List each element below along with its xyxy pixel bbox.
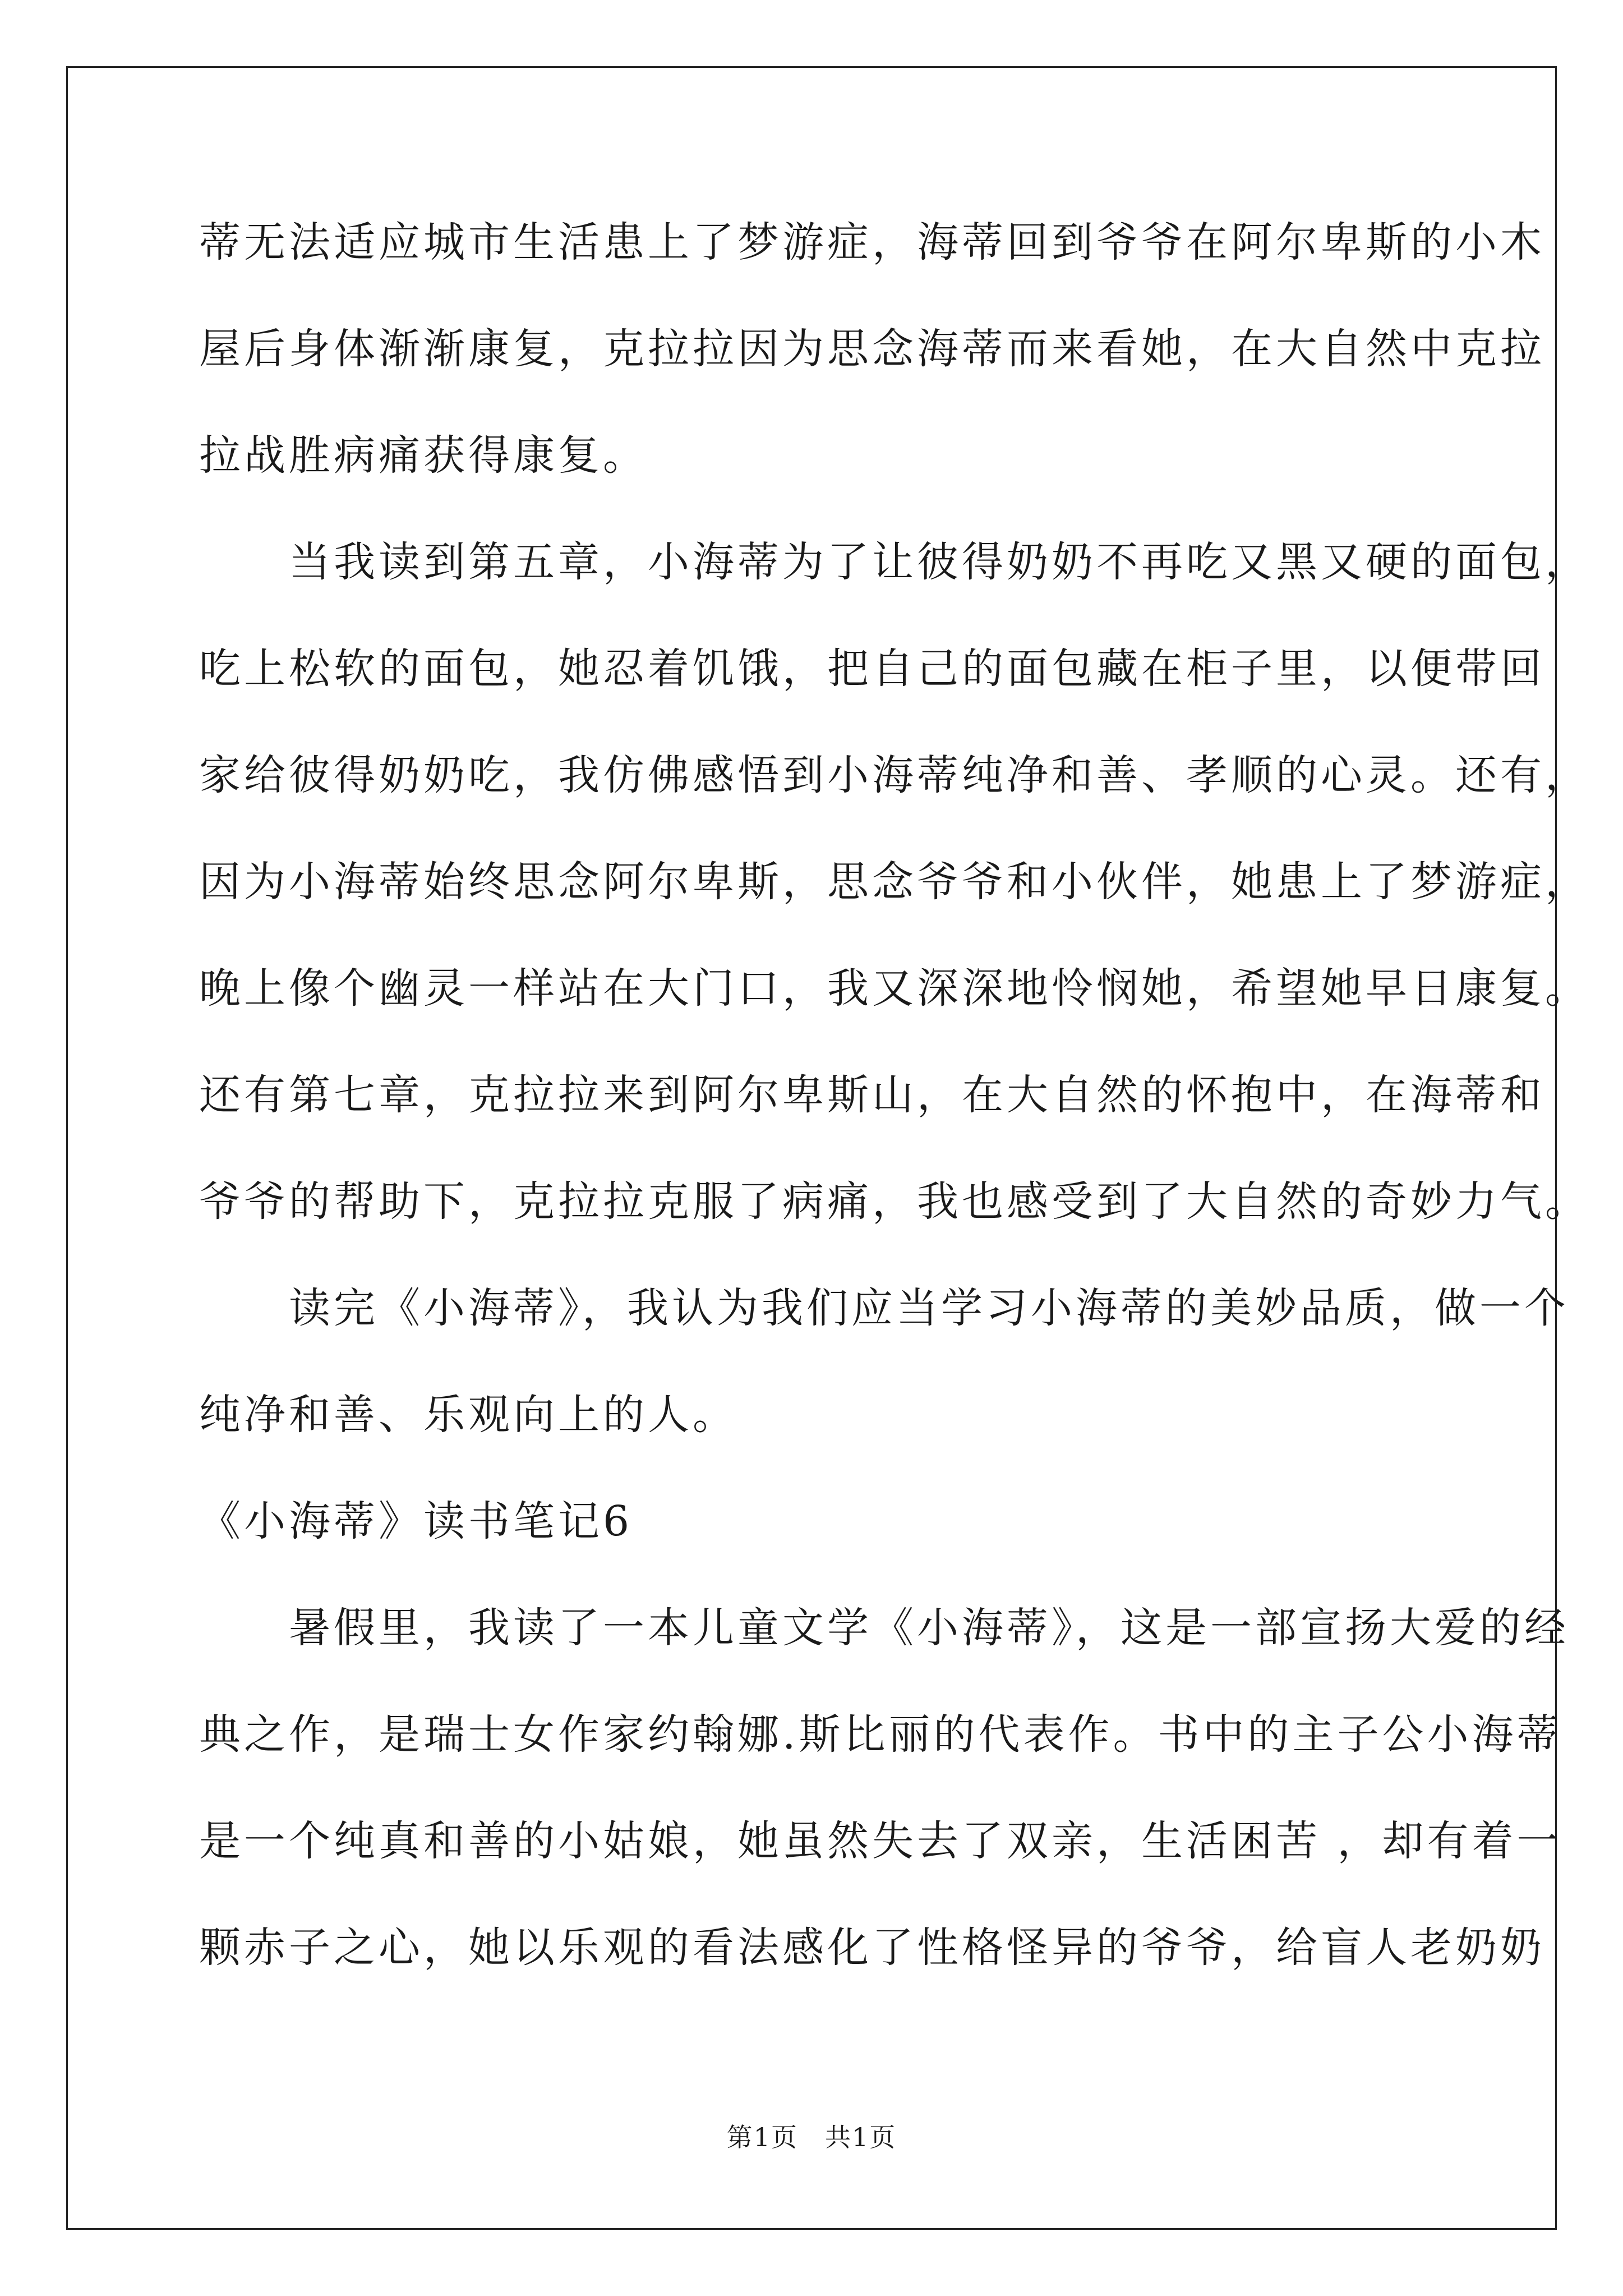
text-line: 蒂无法适应城市生活患上了梦游症，海蒂回到爷爷在阿尔卑斯的小木 (199, 218, 1545, 266)
text-line: 家给彼得奶奶吃，我仿佛感悟到小海蒂纯净和善、孝顺的心灵。还有， (199, 751, 1590, 799)
paragraph-line: 暑假里，我读了一本儿童文学《小海蒂》，这是一部宣扬大爱的经 (199, 1604, 1569, 1652)
text-line: 因为小海蒂始终思念阿尔卑斯，思念爷爷和小伙伴，她患上了梦游症， (199, 858, 1590, 906)
text-line: 拉战胜病痛获得康复。 (199, 431, 648, 480)
text-line: 典之作，是瑞士女作家约翰娜.斯比丽的代表作。书中的主子公小海蒂 (199, 1710, 1562, 1759)
text-line: 颗赤子之心，她以乐观的看法感化了性格怪异的爷爷，给盲人老奶奶 (199, 1924, 1545, 1972)
page-footer: 第1页 共1页 (726, 2122, 897, 2152)
text-line: 纯净和善、乐观向上的人。 (199, 1391, 737, 1439)
text-line: 吃上松软的面包，她忍着饥饿，把自己的面包藏在柜子里，以便带回 (199, 645, 1545, 693)
text-line: 晚上像个幽灵一样站在大门口，我又深深地怜悯她，希望她早日康复。 (199, 964, 1590, 1013)
section-heading: 《小海蒂》读书笔记6 (199, 1497, 633, 1545)
text-line: 爷爷的帮助下，克拉拉克服了病痛，我也感受到了大自然的奇妙力气。 (199, 1177, 1590, 1226)
paragraph-line: 读完《小海蒂》，我认为我们应当学习小海蒂的美妙品质，做一个 (199, 1284, 1569, 1332)
text-line: 还有第七章，克拉拉来到阿尔卑斯山，在大自然的怀抱中，在海蒂和 (199, 1071, 1545, 1119)
page-border (66, 66, 1557, 2230)
paragraph-line: 当我读到第五章，小海蒂为了让彼得奶奶不再吃又黑又硬的面包， (199, 538, 1590, 586)
text-line: 屋后身体渐渐康复，克拉拉因为思念海蒂而来看她，在大自然中克拉 (199, 325, 1545, 373)
text-line: 是一个纯真和善的小姑娘，她虽然失去了双亲，生活困苦 ，却有着一 (199, 1817, 1562, 1865)
